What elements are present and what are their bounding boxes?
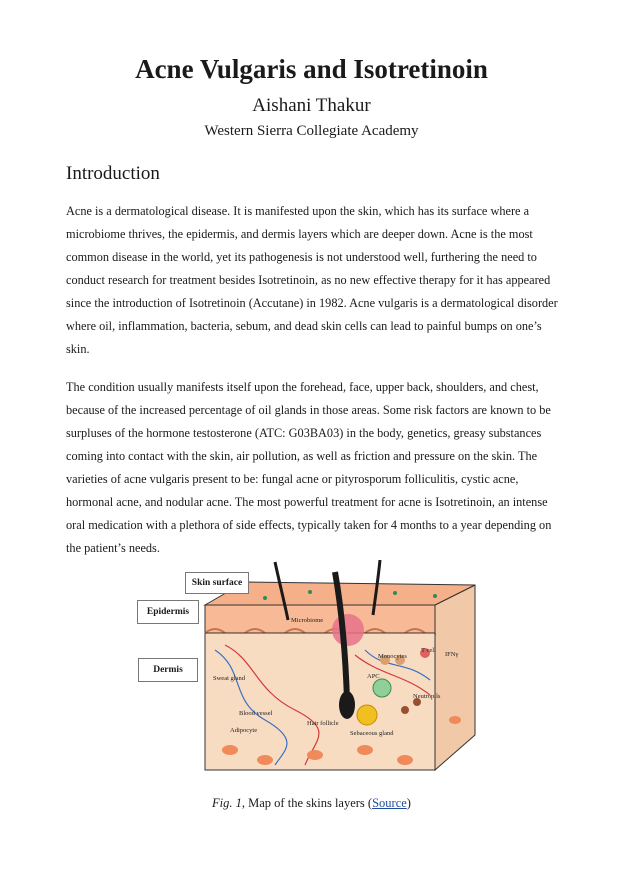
caption-close: ) <box>406 796 411 810</box>
sweat-gland-label: Sweat gland <box>213 675 245 682</box>
skin-layers-figure <box>135 560 480 785</box>
caption-text: , Map of the skins layers ( <box>241 796 373 810</box>
t-cell-label: T cell <box>421 647 436 654</box>
ifn-label: IFNγ <box>445 651 459 658</box>
adipocyte-label: Adipocyte <box>230 727 258 734</box>
blood-vessel-label: Blood vessel <box>239 710 273 717</box>
figure-number: Fig. 1 <box>212 796 242 810</box>
affiliation: Western Sierra Collegiate Academy <box>204 123 419 139</box>
hair-follicle-label: Hair follicle <box>307 720 339 727</box>
source-link[interactable]: Source <box>372 796 407 810</box>
section-heading-introduction: Introduction <box>66 163 160 184</box>
sebaceous-gland-label: Sebaceous gland <box>350 730 394 737</box>
dermis-label: Dermis <box>138 658 198 682</box>
author-name: Aishani Thakur <box>252 95 371 116</box>
apc-label: APC <box>367 673 380 680</box>
neutrophils-label: Neutropils <box>413 693 441 700</box>
microbiome-label: Microbiome <box>291 617 324 624</box>
paragraph-2: The condition usually manifests itself upon the forehead, face, upper back, shoulders, and chest, because of the increased percentage of oil glands in those areas. Some risk factors are known to be surpluses of the hormone testosterone (ATC: G03BA03) in the body, genetics, greasy substances coming into contact with the skin, air pollution, as well as friction and pressure on the skin. The varieties of acne vulgaris present to be: fungal acne or pityrosporum folliculitis, cystic acne, hormonal acne, and nodular acne. The most powerful treatment for acne is Isotretinoin, an intense oral medication with a plethora of side effects, typically taken for 4 months to a year depending on the patient’s needs. <box>66 380 552 555</box>
epidermis-label: Epidermis <box>137 600 199 624</box>
monocytes-label: Monocytes <box>378 653 407 660</box>
paper-title: Acne Vulgaris and Isotretinoin <box>135 54 488 84</box>
figure-caption <box>0 796 623 811</box>
paragraph-1: Acne is a dermatological disease. It is manifested upon the skin, which has its surface where a microbiome thrives, the epidermis, and dermis layers which are deeper down. Acne is the most common disease in the world, yet its pathogenesis is not understood well, furthering the need to conduct research for treatment besides Isotretinoin, as no new effective therapy for it has appeared since the introduction of Isotretinoin (Accutane) in 1982. Acne vulgaris is a dermatological disorder where oil, inflammation, bacteria, sebum, and dead skin cells can lead to painful bumps on one’s skin. <box>66 204 558 356</box>
skin-surface-label: Skin surface <box>185 572 249 594</box>
